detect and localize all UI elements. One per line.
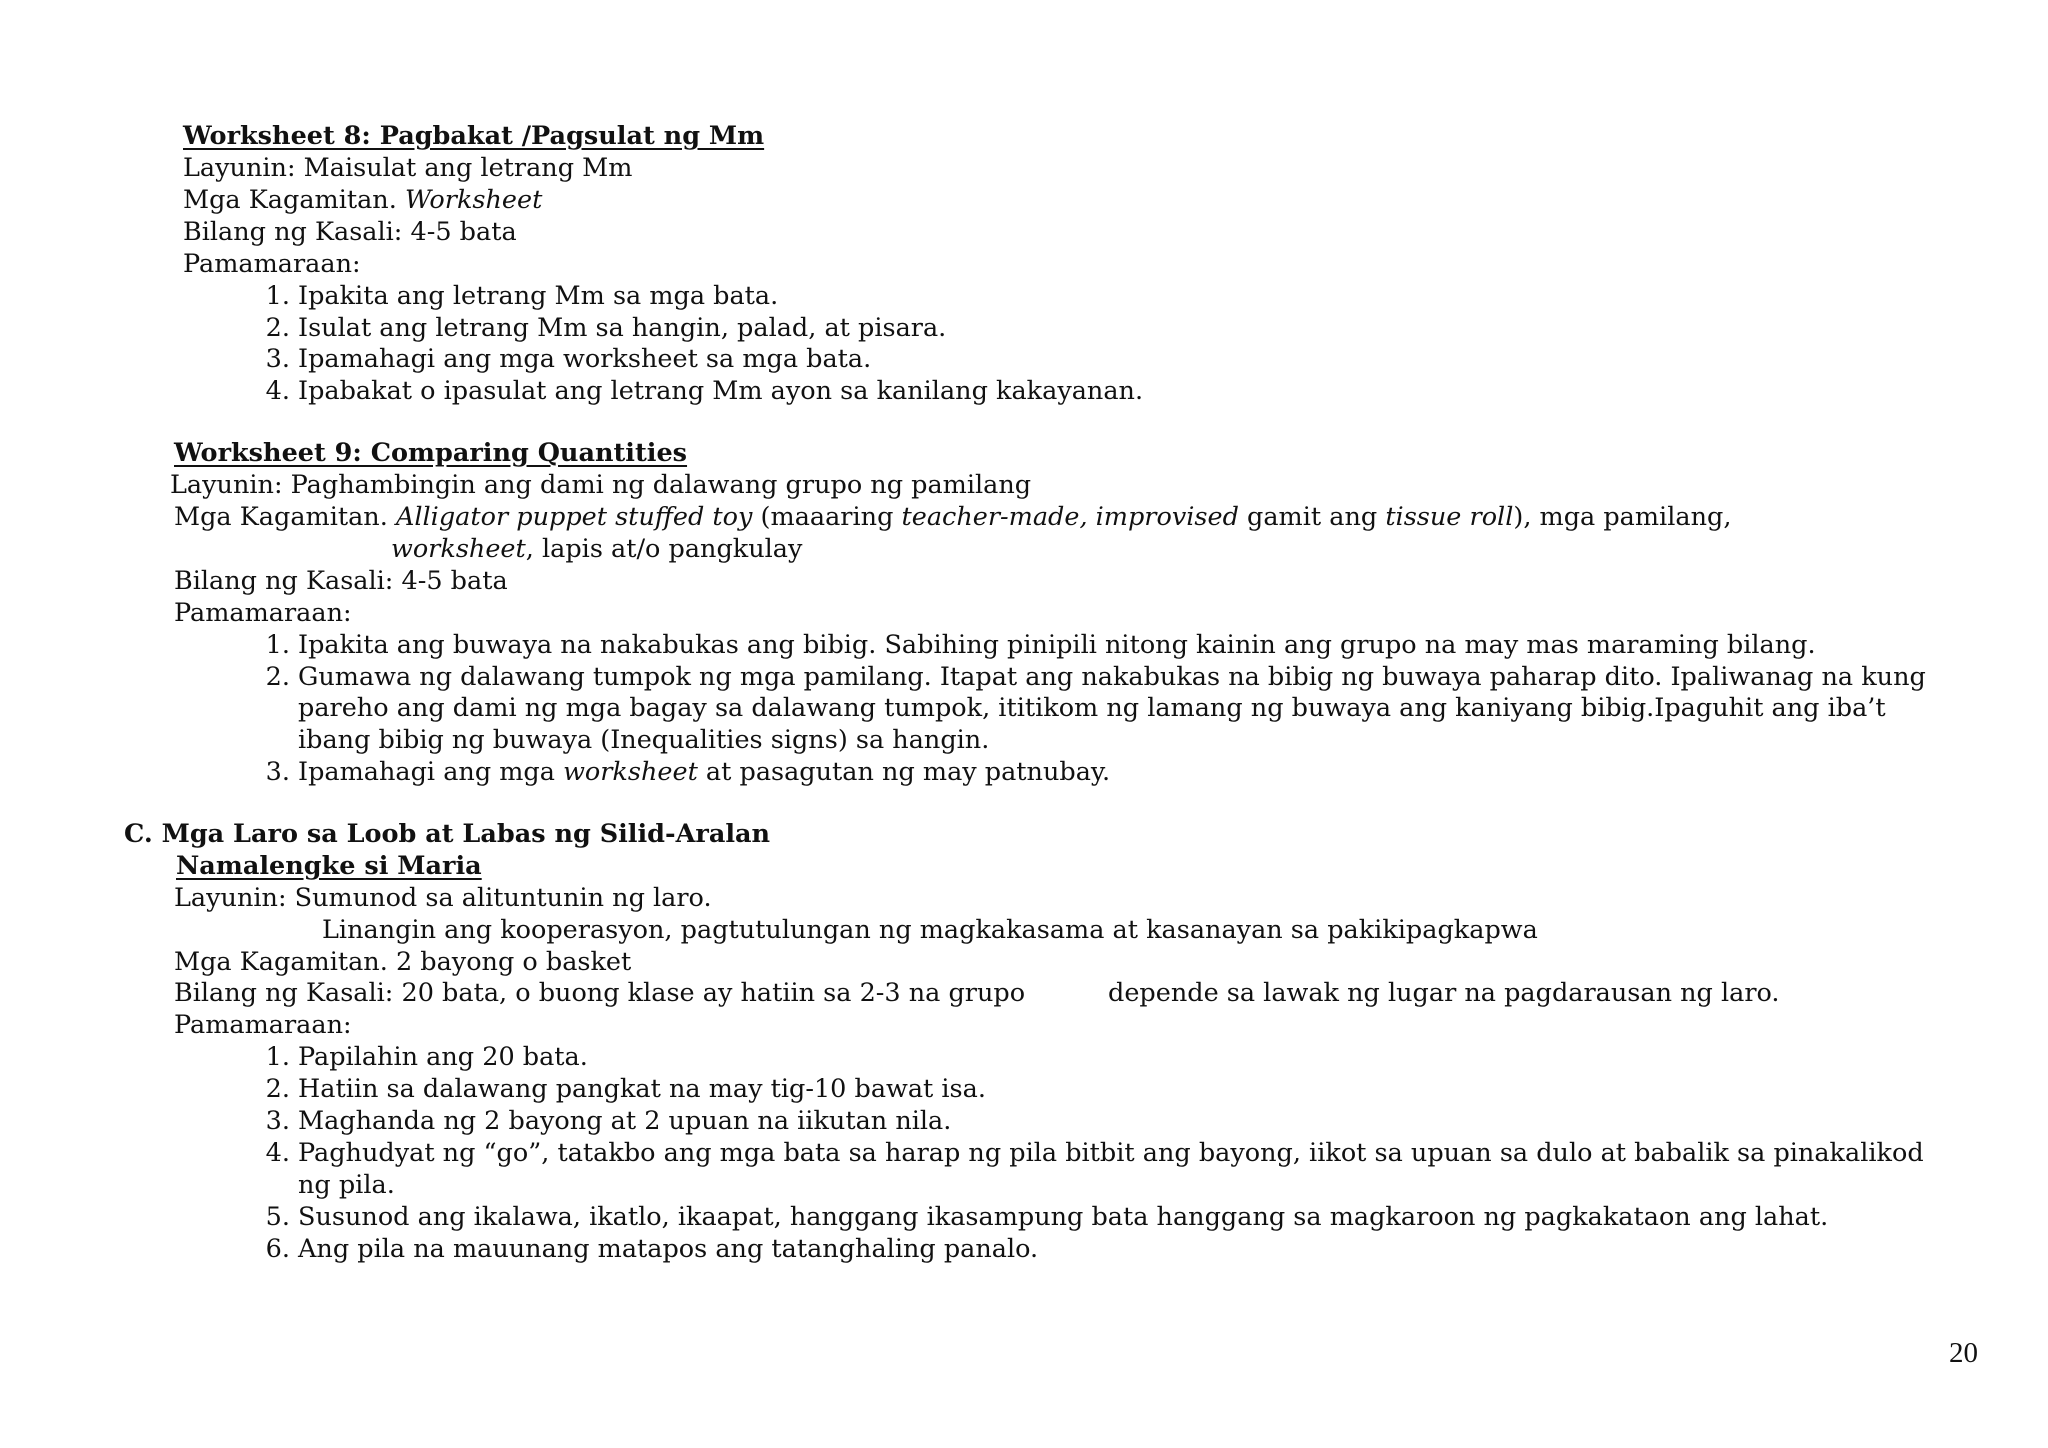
game-kagamitan: Mga Kagamitan. 2 bayong o basket — [174, 947, 632, 977]
ws8-layunin: Layunin: Maisulat ang letrang Mm — [183, 153, 633, 183]
ws8-kagamitan: Mga Kagamitan. Worksheet — [183, 185, 543, 215]
game-step-3: 3. Maghanda ng 2 bayong at 2 upuan na iikutan nila. — [265, 1106, 952, 1136]
game-step-4: 4. Paghudyat ng “go”, tatakbo ang mga bata sa harap ng pila bitbit ang bayong, iikot sa upuan sa dulo at babalik sa pinakalikod — [265, 1138, 1924, 1168]
game-step-4-cont: ng pila. — [298, 1170, 395, 1200]
ws9-step-3: 3. Ipamahagi ang mga worksheet at pasagutan ng may patnubay. — [265, 757, 1111, 787]
ws8-pamamaraan: Pamamaraan: — [183, 249, 361, 279]
ws9-step-2: 2. Gumawa ng dalawang tumpok ng mga pamilang. Itapat ang nakabukas na bibig ng buwaya paharap dito. Ipaliwanag na kung — [265, 662, 1926, 692]
game-bilang-cont: depende sa lawak ng lugar na pagdarausan ng laro. — [1108, 978, 1780, 1008]
ws8-step-4: 4. Ipabakat o ipasulat ang letrang Mm ayon sa kanilang kakayanan. — [265, 376, 1144, 406]
game-step-2: 2. Hatiin sa dalawang pangkat na may tig-10 bawat isa. — [265, 1074, 986, 1104]
game-pamamaraan: Pamamaraan: — [174, 1010, 352, 1040]
ws9-kagamitan: Mga Kagamitan. Alligator puppet stuffed toy (maaaring teacher-made, improvised gamit ang tissue roll), mga pamilang, — [174, 502, 1732, 532]
game-layunin-cont: Linangin ang kooperasyon, pagtutulungan ng magkakasama at kasanayan sa pakikipagkapwa — [322, 915, 1538, 945]
worksheet-9-title: Worksheet 9: Comparing Quantities — [174, 438, 688, 468]
ws9-pamamaraan: Pamamaraan: — [174, 598, 352, 628]
game-step-5: 5. Susunod ang ikalawa, ikatlo, ikaapat, hanggang ikasampung bata hanggang sa magkaroon ng pagkakataon ang lahat. — [265, 1202, 1829, 1232]
page-number: 20 — [1949, 1337, 1978, 1369]
ws8-bilang: Bilang ng Kasali: 4-5 bata — [183, 217, 517, 247]
game-title: Namalengke si Maria — [176, 851, 482, 881]
ws9-step-2-cont: pareho ang dami ng mga bagay sa dalawang tumpok, ititikom ng lamang ng buwaya ang kaniyang bibig.Ipaguhit ang iba’t — [298, 693, 1886, 723]
ws8-step-3: 3. Ipamahagi ang mga worksheet sa mga bata. — [265, 344, 872, 374]
ws9-kagamitan-cont: worksheet, lapis at/o pangkulay — [391, 534, 803, 564]
game-step-1: 1. Papilahin ang 20 bata. — [265, 1042, 588, 1072]
game-bilang: Bilang ng Kasali: 20 bata, o buong klase ay hatiin sa 2-3 na grupo — [174, 978, 1026, 1008]
ws8-step-2: 2. Isulat ang letrang Mm sa hangin, palad, at pisara. — [265, 313, 947, 343]
ws9-step-1: 1. Ipakita ang buwaya na nakabukas ang bibig. Sabihing pinipili nitong kainin ang grupo na may mas maraming bilang. — [265, 630, 1816, 660]
ws9-bilang: Bilang ng Kasali: 4-5 bata — [174, 566, 508, 596]
ws9-step-2-cont: ibang bibig ng buwaya (Inequalities signs) sa hangin. — [298, 725, 990, 755]
section-c-title: C. Mga Laro sa Loob at Labas ng Silid-Aralan — [124, 819, 771, 849]
ws9-layunin: Layunin: Paghambingin ang dami ng dalawang grupo ng pamilang — [170, 470, 1032, 500]
game-layunin: Layunin: Sumunod sa alituntunin ng laro. — [174, 883, 712, 913]
ws8-step-1: 1. Ipakita ang letrang Mm sa mga bata. — [265, 281, 779, 311]
game-step-6: 6. Ang pila na mauunang matapos ang tatanghaling panalo. — [265, 1234, 1039, 1264]
worksheet-8-title: Worksheet 8: Pagbakat /Pagsulat ng Mm — [183, 121, 765, 151]
